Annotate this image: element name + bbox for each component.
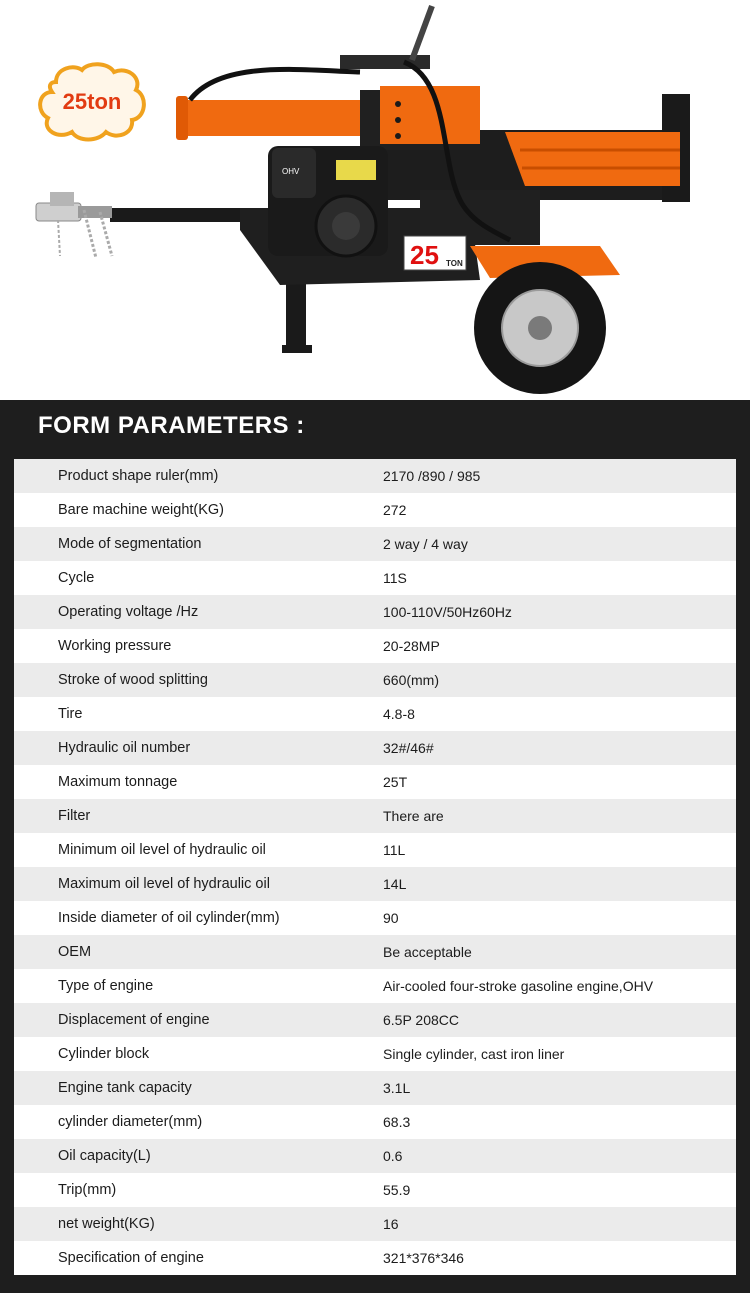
parameter-value: 16 xyxy=(383,1216,399,1232)
table-row xyxy=(14,697,736,731)
parameter-value: Be acceptable xyxy=(383,944,472,960)
parameters-panel xyxy=(0,400,750,1293)
parameter-value: 321*376*346 xyxy=(383,1250,464,1266)
table-row xyxy=(14,1037,736,1071)
parameter-value: 100-110V/50Hz60Hz xyxy=(383,604,512,620)
table-row xyxy=(14,799,736,833)
parameter-value: Air-cooled four-stroke gasoline engine,OHV xyxy=(383,978,654,994)
parameter-label: Filter xyxy=(58,808,91,824)
parameter-label: Maximum oil level of hydraulic oil xyxy=(58,876,270,892)
parameter-label: OEM xyxy=(58,944,92,960)
parameter-value: 55.9 xyxy=(383,1182,411,1198)
table-row xyxy=(14,561,736,595)
table-row xyxy=(14,969,736,1003)
parameter-label: Specification of engine xyxy=(58,1250,204,1266)
table-row xyxy=(14,935,736,969)
parameter-value: 90 xyxy=(383,910,399,926)
table-row xyxy=(14,459,736,493)
table-row xyxy=(14,867,736,901)
table-row xyxy=(14,901,736,935)
table-row xyxy=(14,663,736,697)
parameter-label: Mode of segmentation xyxy=(58,536,202,552)
table-row xyxy=(14,527,736,561)
parameter-value: 0.6 xyxy=(383,1148,403,1164)
parameter-label: Trip(mm) xyxy=(58,1182,117,1198)
parameter-value: 2170 /890 / 985 xyxy=(383,468,481,484)
parameter-value: Single cylinder, cast iron liner xyxy=(383,1046,565,1062)
section-title: FORM PARAMETERS : xyxy=(38,412,305,439)
svg-text:25: 25 xyxy=(410,240,439,270)
table-row xyxy=(14,595,736,629)
parameter-value: 20-28MP xyxy=(383,638,440,654)
table-row xyxy=(14,1105,736,1139)
parameter-value: 25T xyxy=(383,774,408,790)
parameter-label: Bare machine weight(KG) xyxy=(58,502,225,518)
parameter-label: Operating voltage /Hz xyxy=(58,604,199,620)
parameter-value: 14L xyxy=(383,876,407,892)
product-hero xyxy=(0,0,750,400)
parameter-label: Oil capacity(L) xyxy=(58,1148,151,1164)
parameter-label: Maximum tonnage xyxy=(58,774,178,790)
parameter-label: Hydraulic oil number xyxy=(58,740,191,756)
parameter-value: 2 way / 4 way xyxy=(383,536,468,552)
parameter-label: cylinder diameter(mm) xyxy=(58,1114,203,1130)
parameter-value: 4.8-8 xyxy=(383,706,415,722)
parameter-label: Displacement of engine xyxy=(58,1012,210,1028)
tonnage-badge: 25ton xyxy=(62,89,122,114)
parameter-value: 68.3 xyxy=(383,1114,411,1130)
parameter-value: 660(mm) xyxy=(383,672,440,688)
parameters-table xyxy=(14,459,736,1275)
parameter-label: Minimum oil level of hydraulic oil xyxy=(58,842,266,858)
parameter-label: Stroke of wood splitting xyxy=(58,672,208,688)
svg-text:TON: TON xyxy=(446,259,463,268)
parameter-label: Engine tank capacity xyxy=(58,1080,192,1096)
parameter-value: 272 xyxy=(383,502,407,518)
table-row xyxy=(14,493,736,527)
parameter-label: Tire xyxy=(58,706,83,722)
parameter-label: Inside diameter of oil cylinder(mm) xyxy=(58,910,280,926)
parameter-label: Type of engine xyxy=(58,978,154,994)
table-row xyxy=(14,629,736,663)
parameter-value: 3.1L xyxy=(383,1080,411,1096)
table-row xyxy=(14,1003,736,1037)
parameter-label: Cylinder block xyxy=(58,1046,150,1062)
table-row xyxy=(14,731,736,765)
table-row xyxy=(14,1173,736,1207)
parameter-label: Product shape ruler(mm) xyxy=(58,468,219,484)
table-row xyxy=(14,833,736,867)
parameter-label: Cycle xyxy=(58,570,95,586)
parameter-value: 11S xyxy=(383,570,407,586)
table-row xyxy=(14,1207,736,1241)
svg-text:OHV: OHV xyxy=(282,167,300,176)
table-row xyxy=(14,765,736,799)
parameter-value: 32#/46# xyxy=(383,740,434,756)
parameter-label: net weight(KG) xyxy=(58,1216,155,1232)
table-row xyxy=(14,1241,736,1275)
parameter-value: There are xyxy=(383,808,444,824)
table-row xyxy=(14,1139,736,1173)
table-row xyxy=(14,1071,736,1105)
parameter-label: Working pressure xyxy=(58,638,172,654)
parameter-value: 11L xyxy=(383,842,406,858)
parameter-value: 6.5P 208CC xyxy=(383,1012,460,1028)
